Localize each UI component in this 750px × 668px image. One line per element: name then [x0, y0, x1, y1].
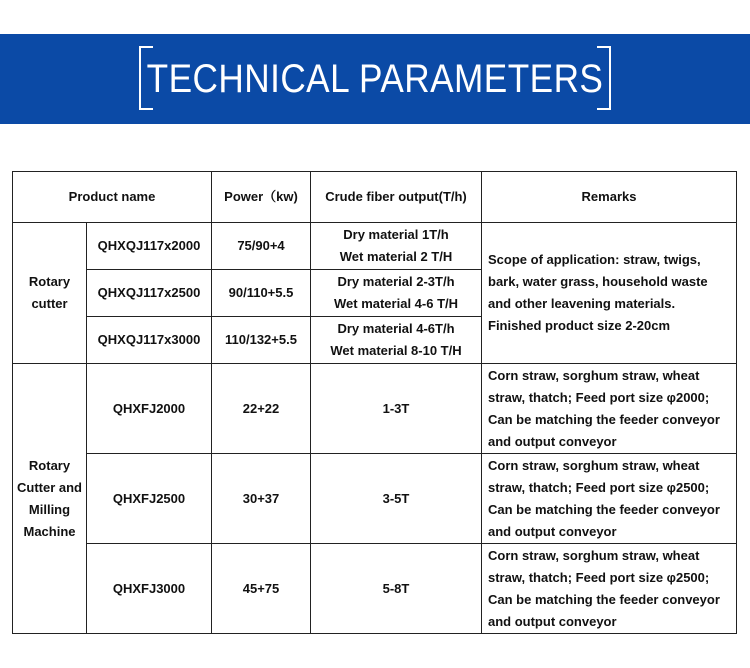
model-cell: QHXFJ3000 [87, 544, 212, 634]
model-cell: QHXQJ117x2500 [87, 270, 212, 317]
output-cell: 5-8T [311, 544, 482, 634]
model-cell: QHXFJ2000 [87, 364, 212, 454]
title-banner [0, 34, 750, 124]
power-cell: 110/132+5.5 [212, 317, 311, 364]
header-output: Crude fiber output(T/h) [311, 172, 482, 223]
category-rotary-cutter-milling: Rotary Cutter and Milling Machine [13, 364, 87, 634]
remarks-cell: Corn straw, sorghum straw, wheat straw, thatch; Feed port size φ2500; Can be matching the feeder conveyor and output conveyor [482, 454, 737, 544]
power-cell: 22+22 [212, 364, 311, 454]
output-wet: Wet material 8-10 T/H [330, 343, 462, 358]
output-wet: Wet material 4-6 T/H [333, 296, 459, 311]
remarks-cell: Corn straw, sorghum straw, wheat straw, thatch; Feed port size φ2500; Can be matching the feeder conveyor and output conveyor [482, 544, 737, 634]
model-cell: QHXFJ2500 [87, 454, 212, 544]
output-dry: Dry material 4-6T/h [337, 321, 455, 336]
table-row [13, 223, 737, 270]
table-row [13, 454, 737, 544]
output-cell [311, 270, 482, 317]
output-dry: Dry material 1T/h [343, 227, 449, 242]
output-wet: Wet material 2 T/H [339, 249, 453, 264]
table-row [13, 364, 737, 454]
header-remarks: Remarks [482, 172, 737, 223]
page-title: TECHNICAL PARAMETERS [146, 57, 604, 101]
model-cell: QHXQJ117x3000 [87, 317, 212, 364]
header-product-name: Product name [13, 172, 212, 223]
header-power: Power（kw) [212, 172, 311, 223]
output-dry: Dry material 2-3T/h [337, 274, 455, 289]
power-cell: 75/90+4 [212, 223, 311, 270]
output-cell [311, 223, 482, 270]
parameters-table [12, 171, 737, 634]
category-rotary-cutter: Rotary cutter [13, 223, 87, 364]
power-cell: 90/110+5.5 [212, 270, 311, 317]
table-row [13, 544, 737, 634]
output-cell: 3-5T [311, 454, 482, 544]
remarks-cell: Corn straw, sorghum straw, wheat straw, thatch; Feed port size φ2000; Can be matching the feeder conveyor and output conveyor [482, 364, 737, 454]
power-cell: 30+37 [212, 454, 311, 544]
power-cell: 45+75 [212, 544, 311, 634]
model-cell: QHXQJ117x2000 [87, 223, 212, 270]
output-cell: 1-3T [311, 364, 482, 454]
output-cell [311, 317, 482, 364]
header-row [13, 172, 737, 223]
remarks-cell: Scope of application: straw, twigs, bark, water grass, household waste and other leavening materials. Finished product size 2-20cm [482, 223, 737, 364]
